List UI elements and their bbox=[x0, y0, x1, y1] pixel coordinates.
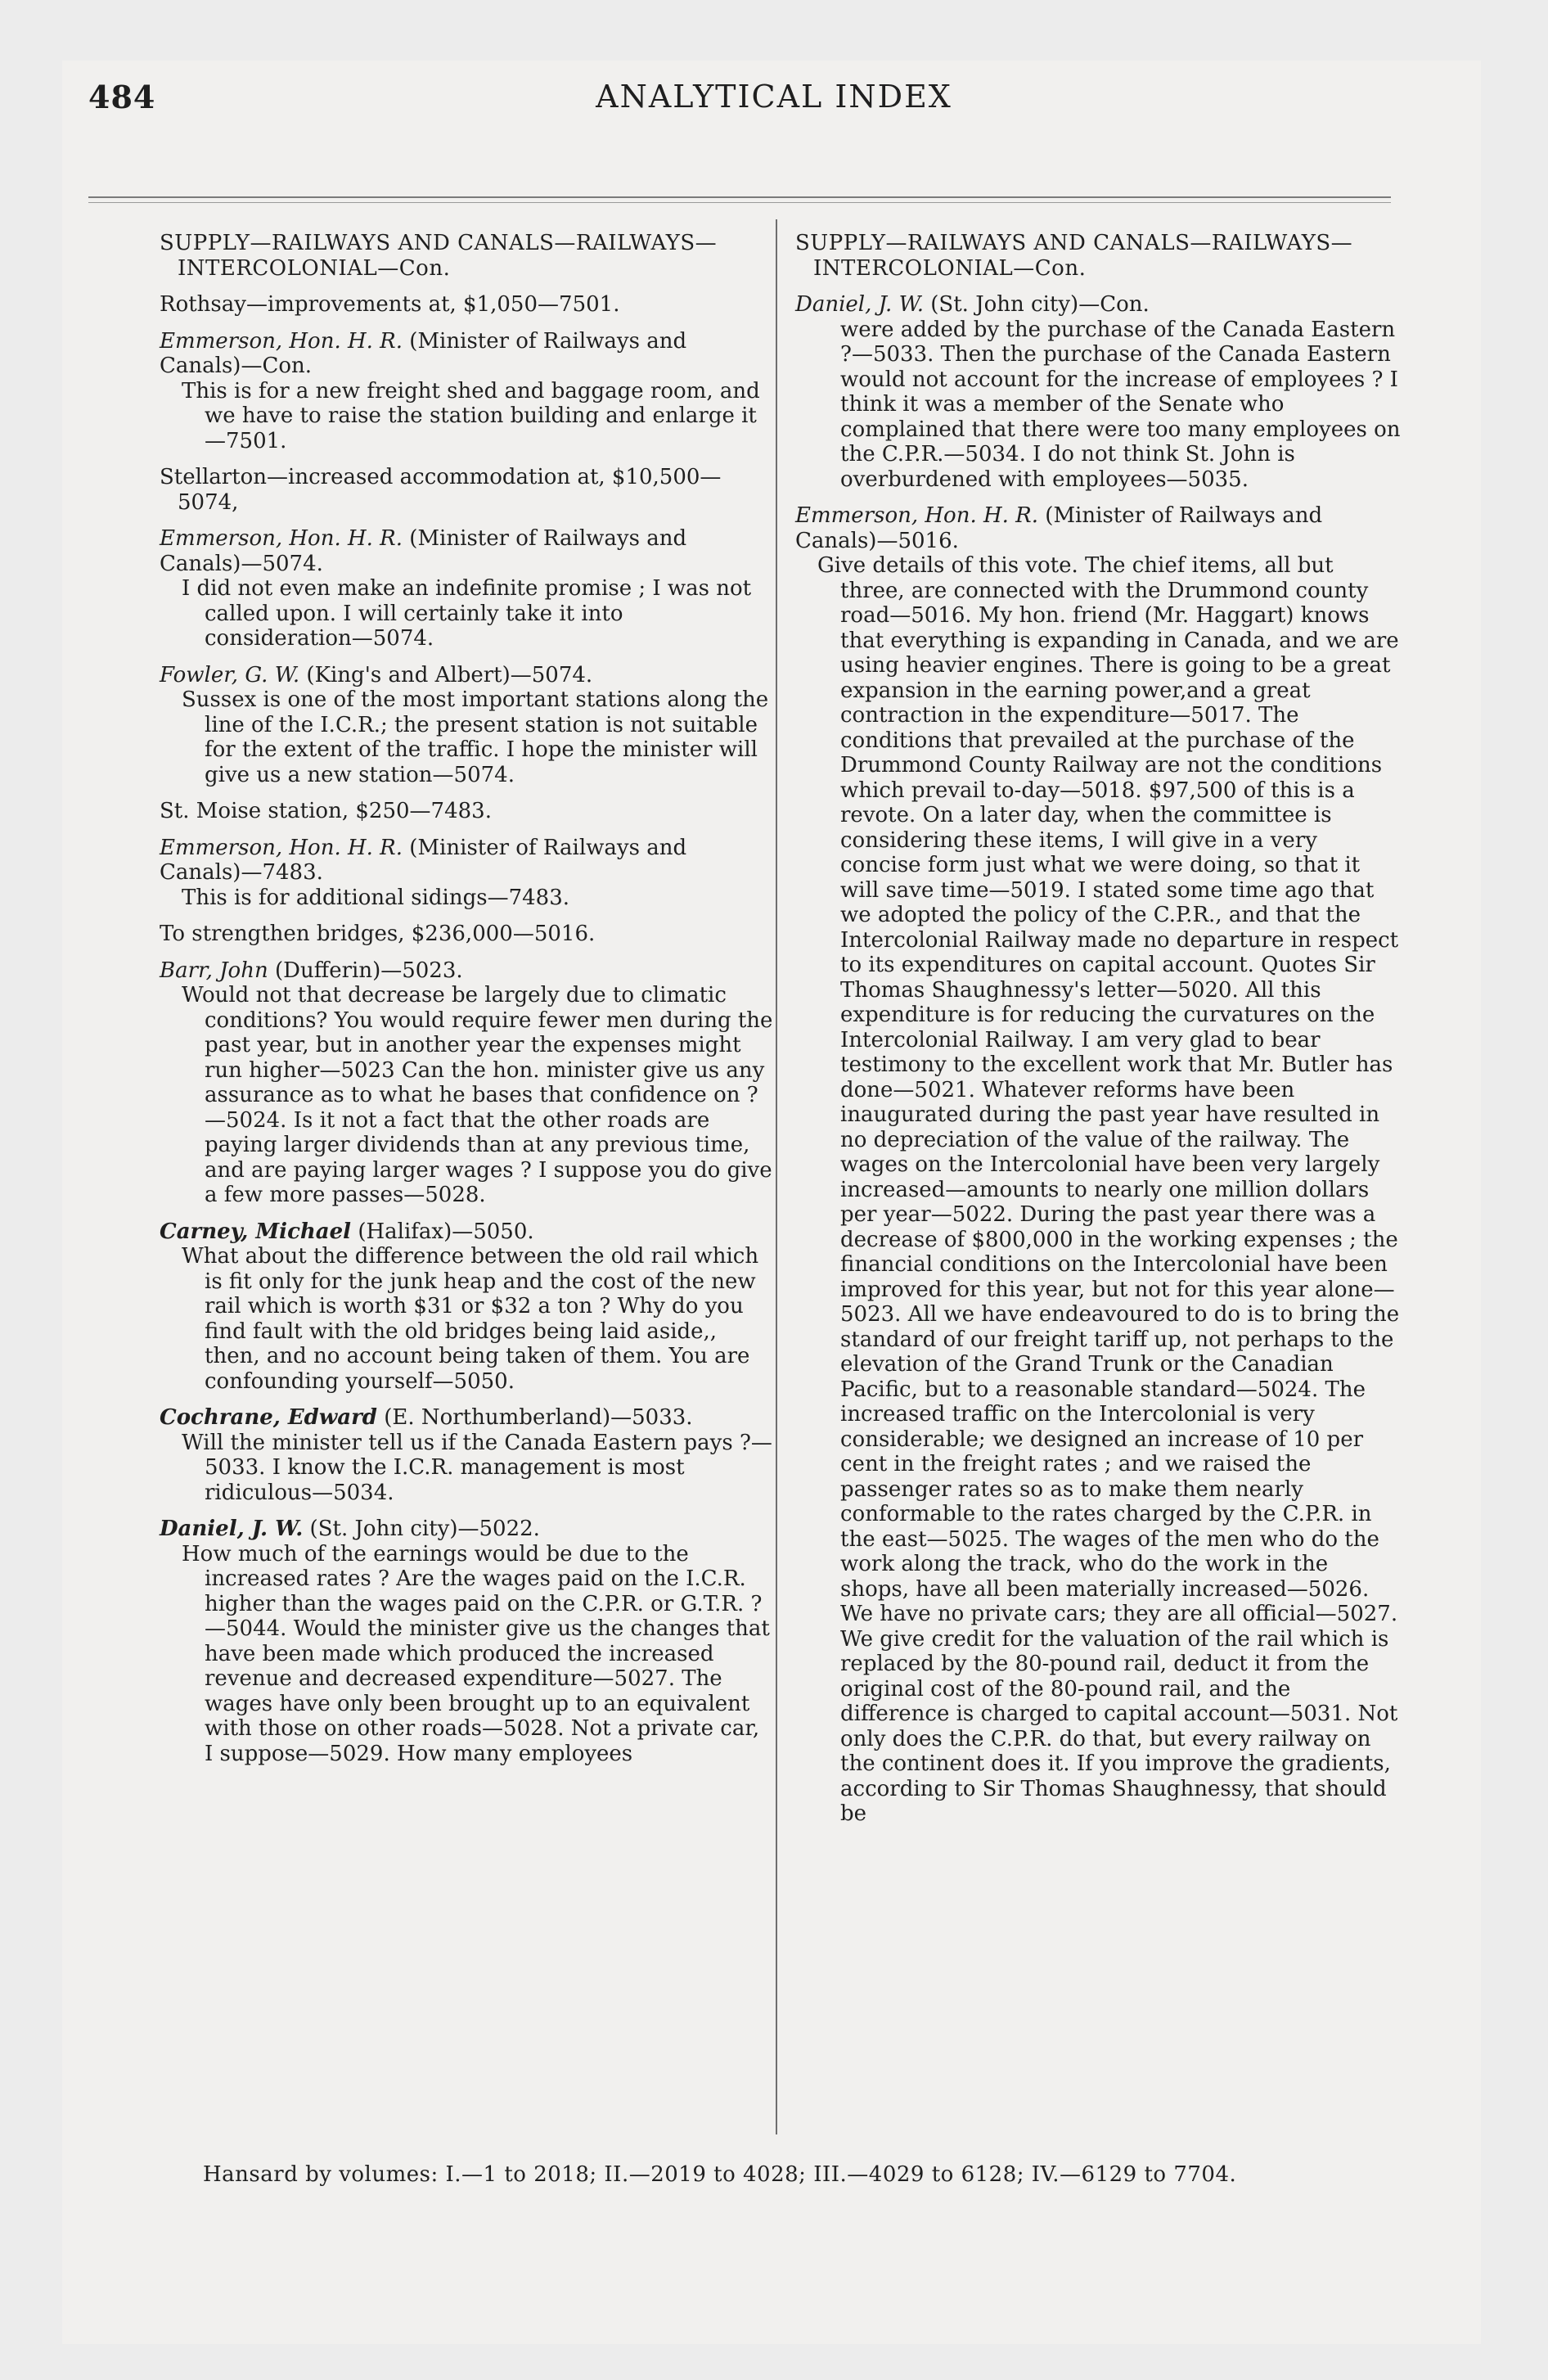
speaker-entry bbox=[160, 958, 773, 1208]
speaker-line bbox=[160, 958, 773, 984]
speaker-line bbox=[160, 1405, 773, 1431]
speaker-name: Emmerson, Hon. H. R. bbox=[160, 835, 403, 860]
left-column bbox=[160, 231, 773, 1778]
speaker-text: This is for a new freight shed and baggage room, and we have to raise the station building and enlarge it—7501. bbox=[182, 378, 760, 453]
speaker-name: Daniel, J. W. bbox=[795, 292, 925, 317]
page-number: 484 bbox=[88, 79, 156, 115]
section-heading: SUPPLY—RAILWAYS AND CANALS—RAILWAYS—INTERCOLONIAL—Con. bbox=[795, 231, 1353, 281]
speaker-text: This is for additional sidings—7483. bbox=[182, 885, 570, 910]
right-column bbox=[795, 231, 1401, 1838]
speaker-entry bbox=[795, 292, 1401, 492]
speaker-role: (Minister of Railways and Canals)—Con. bbox=[160, 328, 687, 378]
section-heading: SUPPLY—RAILWAYS AND CANALS—RAILWAYS—INTERCOLONIAL—Con. bbox=[160, 231, 718, 281]
speaker-line bbox=[160, 1517, 773, 1542]
speaker-entry bbox=[795, 503, 1401, 1827]
speaker-text: Sussex is one of the most important stations along the line of the I.C.R.; the present station is not suitable for the extent of the traffic. I hope the minister will give us a new station—5074. bbox=[182, 687, 769, 787]
speaker-text: were added by the purchase of the Canada Eastern ?—5033. Then the purchase of the Canada Eastern would not account for the increase of employees ? I think it was a member of the Senate who complained that there were too many employees on the C.P.R.—5034. I do not think St. John is overburdened with employees—5035. bbox=[840, 317, 1401, 492]
running-title: ANALYTICAL INDEX bbox=[596, 79, 952, 115]
speaker-text: What about the difference between the old rail which is fit only for the junk heap and the cost of the new rail which is worth $31 or $32 a ton ? Why do you find fault with the old bridges being laid aside,, then, and no account being taken of them. You are confounding yourself—5050. bbox=[182, 1244, 759, 1394]
header-rule bbox=[88, 196, 1391, 198]
speaker-name: Carney, Michael bbox=[160, 1219, 352, 1244]
speaker-role: (Minister of Railways and Canals)—5016. bbox=[795, 503, 1323, 553]
speaker-entry bbox=[160, 526, 773, 651]
speaker-text: Give details of this vote. The chief items, all but three, are connected with the Drummond county road—5016. My hon. friend (Mr. Haggart) knows that everything is expanding in Canada, and we are using heavier engines. There is going to be a great expansion in the earning power,and a great contraction in the expenditure—5017. The conditions that prevailed at the purchase of the Drummond County Railway are not the conditions which prevail to-day—5018. $97,500 of this is a revote. On a later day, when the committee is considering these items, I will give in a very concise form just what we were doing, so that it will save time—5019. I stated some time ago that we adopted the policy of the C.P.R., and that the Intercolonial Railway made no departure in respect to its expenditures on capital account. Quotes Sir Thomas Shaughnessy's letter—5020. All this expenditure is for reducing the curvatures on the Intercolonial Railway. I am very glad to bear testimony to the excellent work that Mr. Butler has done—5021. Whatever reforms have been inaugurated during the past year have resulted in no depreciation of the value of the railway. The wages on the Intercolonial have been very largely increased—amounts to nearly one million dollars per year—5022. During the past year there was a decrease of $800,000 in the working expenses ; the financial conditions on the Intercolonial have been improved for this year, but not for this year alone—5023. All we have endeavoured to do is to bring the standard of our freight tariff up, not perhaps to the elevation of the Grand Trunk or the Canadian Pacific, but to a reasonable standard—5024. The increased traffic on the Intercolonial is very considerable; we designed an increase of 10 per cent in the freight rates ; and we raised the passenger rates so as to make them nearly conformable to the rates charged by the C.P.R. in the east—5025. The wages of the men who do the work along the track, who do the work in the shops, have all been materially increased—5026. We have no private cars; they are all official—5027. We give credit for the valuation of the rail which is replaced by the 80-pound rail, deduct it from the original cost of the 80-pound rail, and the difference is charged to capital account—5031. Not only does the C.P.R. do that, but every railway on the continent does it. If you improve the gradients, according to Sir Thomas Shaughnessy, that should be bbox=[817, 553, 1400, 1826]
speaker-entry bbox=[160, 1517, 773, 1766]
speaker-role: (Minister of Railways and Canals)—5074. bbox=[160, 526, 687, 576]
index-item: Rothsay—improvements at, $1,050—7501. bbox=[160, 292, 620, 317]
speaker-name: Fowler, G. W. bbox=[160, 662, 300, 687]
speaker-role: (Halifax)—5050. bbox=[351, 1219, 534, 1244]
footer-volumes: Hansard by volumes: I.—1 to 2018; II.—2019 to 4028; III.—4029 to 6128; IV.—6129 to 7704. bbox=[203, 2162, 1237, 2187]
index-item: St. Moise station, $250—7483. bbox=[160, 799, 492, 823]
speaker-role: (Minister of Railways and Canals)—7483. bbox=[160, 835, 687, 885]
speaker-text: I did not even make an indefinite promise ; I was not called upon. I will certainly take it into consideration—5074. bbox=[182, 576, 752, 651]
speaker-role: (St. John city)—5022. bbox=[303, 1517, 540, 1541]
index-item: Stellarton—increased accommodation at, $10,500—5074, bbox=[160, 465, 722, 515]
speaker-entry bbox=[160, 1405, 773, 1505]
speaker-line bbox=[160, 1219, 773, 1245]
speaker-role: (Dufferin)—5023. bbox=[268, 958, 463, 983]
speaker-text: Will the minister tell us if the Canada Eastern pays ?—5033. I know the I.C.R. management is most ridiculous—5034. bbox=[182, 1430, 772, 1505]
speaker-role: (E. Northumberland)—5033. bbox=[376, 1405, 693, 1430]
speaker-name: Emmerson, Hon. H. R. bbox=[160, 328, 403, 354]
speaker-name: Barr, John bbox=[160, 958, 268, 983]
column-divider bbox=[776, 219, 777, 2134]
speaker-line bbox=[160, 526, 773, 576]
speaker-name: Cochrane, Edward bbox=[160, 1405, 377, 1430]
speaker-name: Daniel, J. W. bbox=[160, 1517, 304, 1541]
speaker-text: How much of the earnings would be due to the increased rates ? Are the wages paid on the I.C.R. higher than the wages paid on the C.P.R. or G.T.R. ?—5044. Would the minister give us the changes that have been made which produced the increased revenue and decreased expenditure—5027. The wages have only been brought up to an equivalent with those on other roads—5028. Not a private car, I suppose—5029. How many employees bbox=[182, 1541, 770, 1766]
speaker-role: (King's and Albert)—5074. bbox=[299, 662, 593, 687]
speaker-entry bbox=[160, 1219, 773, 1395]
speaker-role: (St. John city)—Con. bbox=[924, 292, 1150, 317]
speaker-line bbox=[160, 329, 773, 379]
speaker-entry bbox=[160, 663, 773, 788]
speaker-line bbox=[160, 663, 773, 688]
index-item: To strengthen bridges, $236,000—5016. bbox=[160, 922, 596, 946]
speaker-text: Would not that decrease be largely due to climatic conditions? You would require fewer men during the past year, but in another year the expenses might run higher—5023 Can the hon. minister give us any assurance as to what he bases that confidence on ?—5024. Is it not a fact that the other roads are paying larger dividends than at any previous time, and are paying larger wages ? I suppose you do give a few more passes—5028. bbox=[182, 983, 773, 1207]
speaker-line bbox=[795, 503, 1401, 553]
speaker-line bbox=[160, 836, 773, 886]
header-rule-thin bbox=[88, 202, 1391, 203]
speaker-name: Emmerson, Hon. H. R. bbox=[160, 526, 403, 551]
speaker-entry bbox=[160, 329, 773, 454]
speaker-line bbox=[795, 292, 1401, 318]
speaker-name: Emmerson, Hon. H. R. bbox=[795, 503, 1039, 528]
speaker-entry bbox=[160, 836, 773, 911]
